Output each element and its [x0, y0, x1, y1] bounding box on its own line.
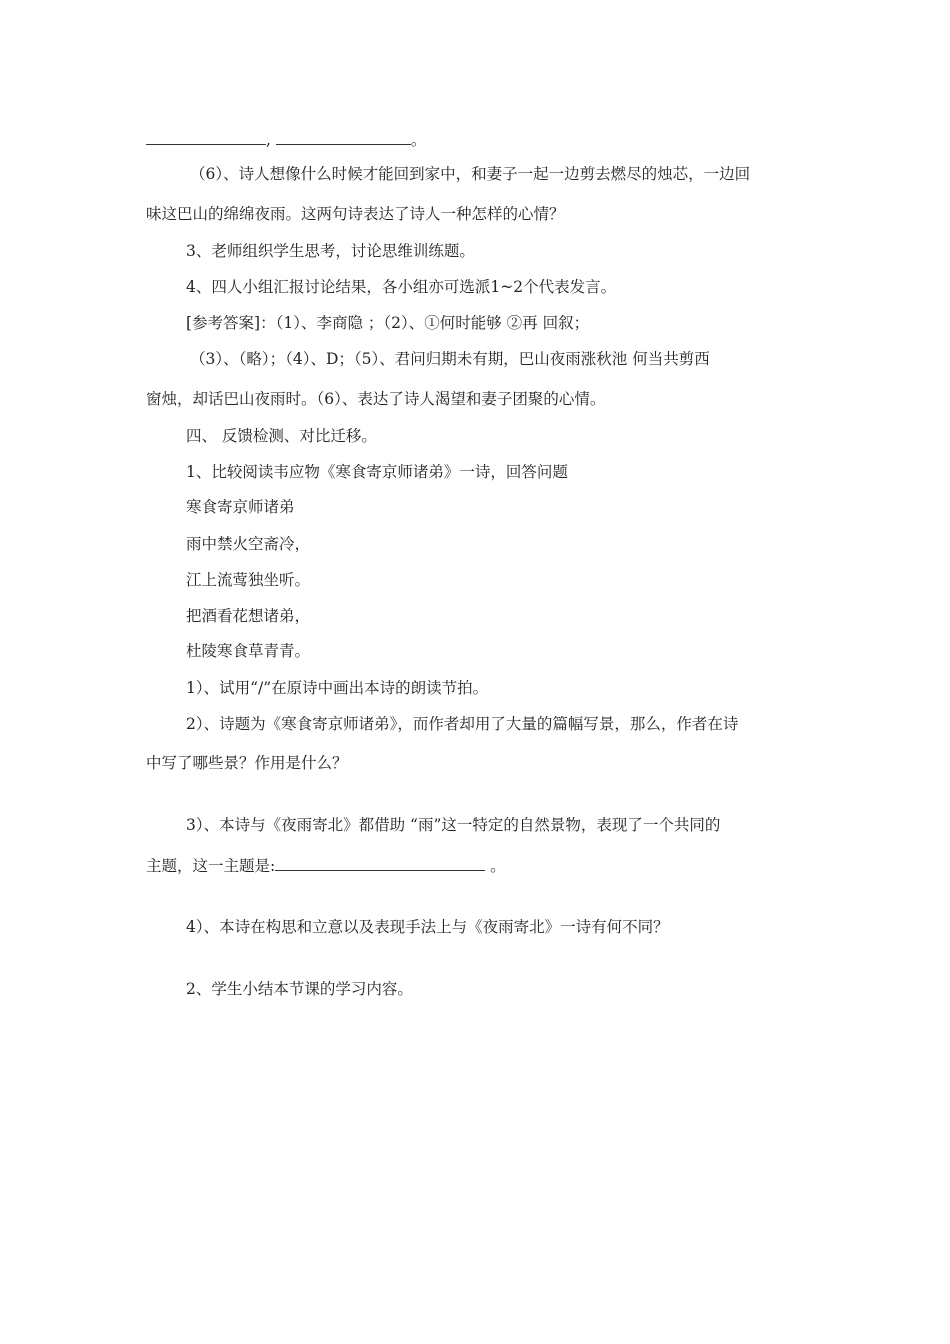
exercise-question-1: 1）、试用“/”在原诗中画出本诗的朗读节拍。	[186, 679, 489, 697]
reference-answer-line-3: 窗烛，却话巴山夜雨时。（6）、表达了诗人渴望和妻子团聚的心情。	[146, 390, 606, 408]
reference-answer-line-1: [参考答案]：（1）、李商隐 ；（2）、①何时能够 ②再 回叙；	[186, 314, 590, 332]
section-heading: 四、 反馈检测、对比迁移。	[186, 427, 377, 445]
answer-blank	[146, 130, 266, 145]
comma: ,	[266, 131, 276, 149]
reference-answer-line-2: （3）、（略）；（4）、D；（5）、君问归期未有期，巴山夜雨涨秋池 何当共剪西	[190, 350, 710, 368]
exercise-question-2-line-1: 2）、诗题为《寒食寄京师诸弟》，而作者却用了大量的篇幅写景，那么，作者在诗	[186, 715, 739, 733]
exercise-question-4: 4）、本诗在构思和立意以及表现手法上与《夜雨寄北》一诗有何不同？	[186, 918, 669, 936]
question-6-line-1: （6）、诗人想像什么时候才能回到家中，和妻子一起一边剪去燃尽的烛芯，一边回	[190, 165, 751, 183]
poem-line-3: 把酒看花想诸弟，	[186, 607, 311, 625]
poem-title: 寒食寄京师诸弟	[186, 498, 295, 516]
theme-answer-blank	[275, 856, 485, 871]
poem-line-2: 江上流莺独坐听。	[186, 571, 311, 589]
exercise-1-intro: 1、比较阅读韦应物《寒食寄京师诸弟》一诗，回答问题	[186, 463, 568, 481]
exercise-question-2-line-2: 中写了哪些景？作用是什么？	[146, 754, 348, 772]
question-6-line-2: 味这巴山的绵绵夜雨。这两句诗表达了诗人一种怎样的心情？	[146, 205, 565, 223]
theme-prompt: 主题，这一主题是:	[146, 857, 276, 875]
step-3-text: 3、老师组织学生思考，讨论思维训练题。	[186, 242, 475, 260]
answer-blank-line	[146, 130, 806, 150]
period: 。	[410, 131, 427, 149]
period: 。	[485, 857, 506, 875]
step-2-summary: 2、学生小结本节课的学习内容。	[186, 980, 413, 998]
exercise-question-3-line-1: 3）、本诗与《夜雨寄北》都借助 “雨”这一特定的自然景物，表现了一个共同的	[186, 816, 721, 834]
exercise-question-3-line-2	[146, 856, 806, 876]
poem-line-1: 雨中禁火空斋冷，	[186, 535, 311, 553]
step-4-text: 4、四人小组汇报讨论结果，各小组亦可选派1~2个代表发言。	[186, 278, 617, 296]
answer-blank	[276, 130, 411, 145]
poem-line-4: 杜陵寒食草青青。	[186, 642, 311, 660]
